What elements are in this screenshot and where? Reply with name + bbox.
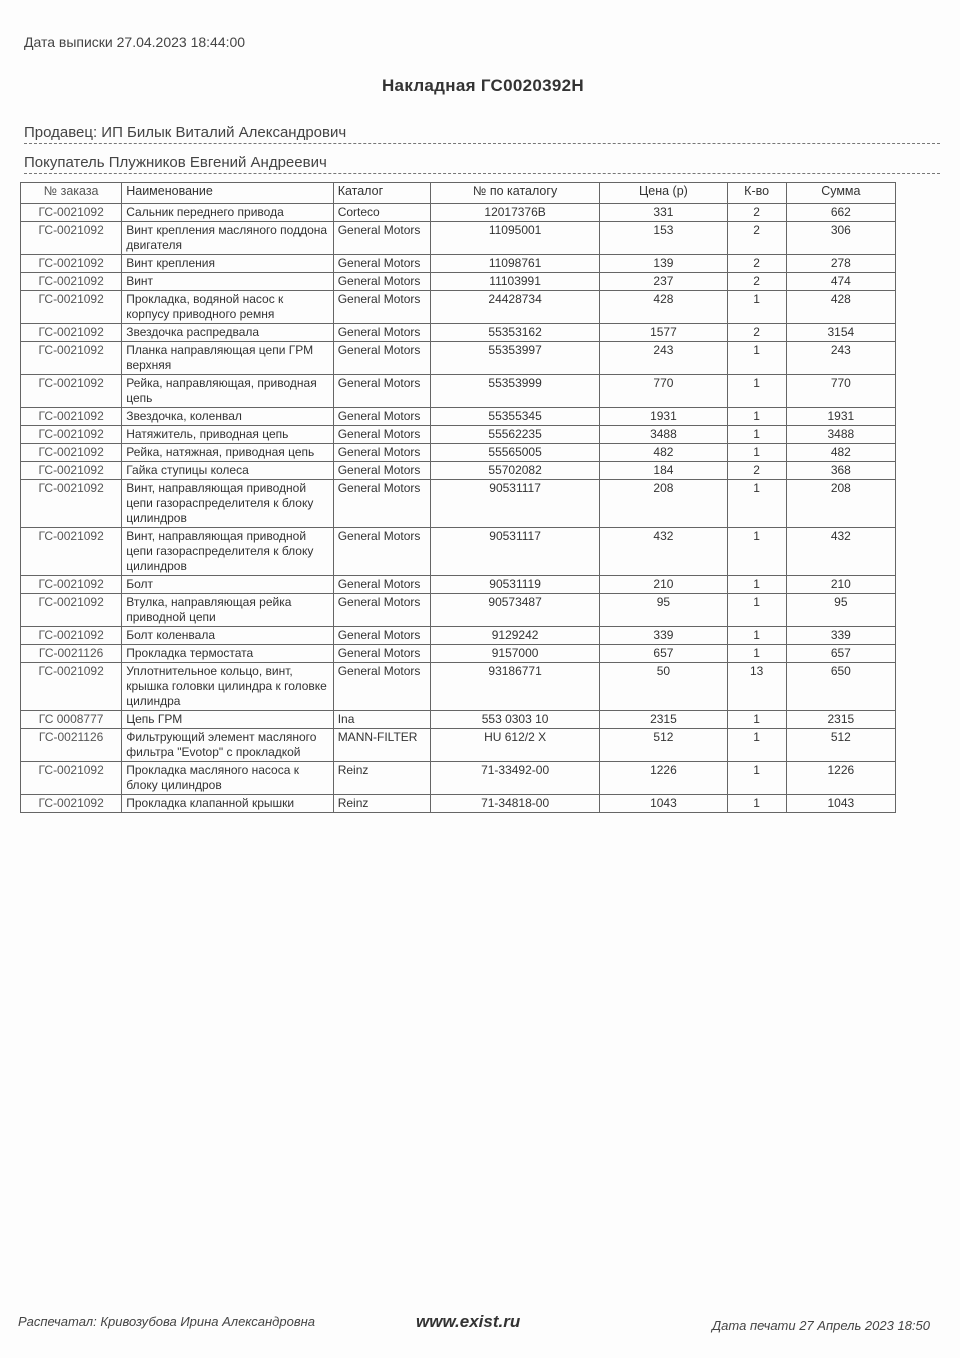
cell-sum: 662: [786, 204, 895, 222]
cell-order-number: ГС-0021126: [21, 729, 122, 762]
printed-by: Распечатал: Кривозубова Ирина Александровна: [18, 1314, 316, 1329]
cell-quantity: 1: [727, 291, 786, 324]
cell-catalog: General Motors: [333, 375, 430, 408]
cell-item-name: Гайка ступицы колеса: [122, 462, 333, 480]
cell-quantity: 2: [727, 462, 786, 480]
col-price: Цена (р): [600, 183, 727, 204]
cell-price: 657: [600, 645, 727, 663]
cell-sum: 3488: [786, 426, 895, 444]
cell-item-name: Винт, направляющая приводной цепи газораспределителя к блоку цилиндров: [122, 528, 333, 576]
cell-item-name: Рейка, натяжная, приводная цепь: [122, 444, 333, 462]
cell-sum: 208: [786, 480, 895, 528]
cell-catalog-number: 12017376B: [430, 204, 599, 222]
cell-price: 331: [600, 204, 727, 222]
cell-price: 208: [600, 480, 727, 528]
cell-order-number: ГС-0021092: [21, 426, 122, 444]
cell-order-number: ГС-0021126: [21, 645, 122, 663]
cell-quantity: 1: [727, 729, 786, 762]
cell-quantity: 1: [727, 480, 786, 528]
cell-catalog-number: 55353997: [430, 342, 599, 375]
table-row: [21, 204, 896, 222]
cell-quantity: 2: [727, 255, 786, 273]
cell-catalog: MANN-FILTER: [333, 729, 430, 762]
cell-catalog: General Motors: [333, 444, 430, 462]
cell-order-number: ГС-0021092: [21, 462, 122, 480]
cell-item-name: Винт крепления: [122, 255, 333, 273]
cell-sum: 657: [786, 645, 895, 663]
cell-catalog-number: 24428734: [430, 291, 599, 324]
table-row: [21, 528, 896, 576]
cell-sum: 1226: [786, 762, 895, 795]
table-row: [21, 645, 896, 663]
cell-catalog-number: 55355345: [430, 408, 599, 426]
cell-quantity: 1: [727, 528, 786, 576]
table-row: [21, 342, 896, 375]
cell-quantity: 1: [727, 426, 786, 444]
cell-item-name: Сальник переднего привода: [122, 204, 333, 222]
cell-sum: 2315: [786, 711, 895, 729]
cell-order-number: ГС 0008777: [21, 711, 122, 729]
cell-sum: 368: [786, 462, 895, 480]
cell-catalog: Corteco: [333, 204, 430, 222]
cell-sum: 95: [786, 594, 895, 627]
cell-price: 1931: [600, 408, 727, 426]
cell-order-number: ГС-0021092: [21, 342, 122, 375]
cell-catalog-number: 55353162: [430, 324, 599, 342]
cell-quantity: 1: [727, 627, 786, 645]
cell-catalog: General Motors: [333, 627, 430, 645]
cell-quantity: 1: [727, 342, 786, 375]
cell-quantity: 1: [727, 645, 786, 663]
table-row: [21, 627, 896, 645]
table-row: [21, 594, 896, 627]
cell-quantity: 1: [727, 408, 786, 426]
cell-order-number: ГС-0021092: [21, 663, 122, 711]
cell-item-name: Прокладка термостата: [122, 645, 333, 663]
cell-order-number: ГС-0021092: [21, 291, 122, 324]
cell-catalog-number: 9129242: [430, 627, 599, 645]
cell-catalog-number: 90531117: [430, 528, 599, 576]
cell-sum: 1043: [786, 795, 895, 813]
cell-item-name: Фильтрующий элемент масляного фильтра "Evotop" с прокладкой: [122, 729, 333, 762]
cell-price: 1226: [600, 762, 727, 795]
cell-item-name: Цепь ГРМ: [122, 711, 333, 729]
cell-quantity: 2: [727, 222, 786, 255]
cell-catalog: Reinz: [333, 795, 430, 813]
cell-catalog: General Motors: [333, 528, 430, 576]
table-row: [21, 426, 896, 444]
table-row: [21, 324, 896, 342]
buyer-line: Покупатель Плужников Евгений Андреевич: [24, 154, 940, 174]
cell-quantity: 1: [727, 576, 786, 594]
cell-catalog: General Motors: [333, 594, 430, 627]
cell-catalog: General Motors: [333, 576, 430, 594]
cell-catalog-number: 71-33492-00: [430, 762, 599, 795]
cell-quantity: 2: [727, 324, 786, 342]
cell-catalog: General Motors: [333, 645, 430, 663]
cell-catalog: Ina: [333, 711, 430, 729]
table-row: [21, 375, 896, 408]
cell-sum: 243: [786, 342, 895, 375]
cell-order-number: ГС-0021092: [21, 204, 122, 222]
cell-price: 339: [600, 627, 727, 645]
cell-catalog: General Motors: [333, 342, 430, 375]
issue-date: Дата выписки 27.04.2023 18:44:00: [24, 34, 246, 50]
cell-price: 1043: [600, 795, 727, 813]
cell-price: 139: [600, 255, 727, 273]
cell-sum: 339: [786, 627, 895, 645]
cell-price: 432: [600, 528, 727, 576]
cell-catalog: General Motors: [333, 663, 430, 711]
cell-catalog-number: 9157000: [430, 645, 599, 663]
cell-item-name: Прокладка, водяной насос к корпусу приводного ремня: [122, 291, 333, 324]
seller-line: Продавец: ИП Билык Виталий Александрович: [24, 124, 940, 144]
site-link[interactable]: www.exist.ru: [416, 1312, 521, 1331]
table-row: [21, 273, 896, 291]
table-row: [21, 711, 896, 729]
table-row: [21, 576, 896, 594]
cell-sum: 278: [786, 255, 895, 273]
cell-order-number: ГС-0021092: [21, 255, 122, 273]
col-sum: Сумма: [786, 183, 895, 204]
cell-catalog: General Motors: [333, 324, 430, 342]
cell-order-number: ГС-0021092: [21, 324, 122, 342]
cell-order-number: ГС-0021092: [21, 375, 122, 408]
col-catalog: Каталог: [333, 183, 430, 204]
cell-item-name: Втулка, направляющая рейка приводной цепи: [122, 594, 333, 627]
cell-price: 3488: [600, 426, 727, 444]
cell-quantity: 2: [727, 273, 786, 291]
cell-order-number: ГС-0021092: [21, 795, 122, 813]
table-row: [21, 663, 896, 711]
cell-catalog: General Motors: [333, 426, 430, 444]
cell-sum: 512: [786, 729, 895, 762]
table-header-row: [21, 183, 896, 204]
table-row: [21, 762, 896, 795]
cell-catalog-number: 11098761: [430, 255, 599, 273]
cell-sum: 432: [786, 528, 895, 576]
cell-order-number: ГС-0021092: [21, 480, 122, 528]
cell-order-number: ГС-0021092: [21, 528, 122, 576]
cell-catalog: General Motors: [333, 462, 430, 480]
cell-price: 237: [600, 273, 727, 291]
cell-catalog-number: 93186771: [430, 663, 599, 711]
cell-order-number: ГС-0021092: [21, 576, 122, 594]
cell-quantity: 13: [727, 663, 786, 711]
cell-catalog-number: 55565005: [430, 444, 599, 462]
cell-item-name: Винт: [122, 273, 333, 291]
cell-order-number: ГС-0021092: [21, 627, 122, 645]
cell-quantity: 1: [727, 594, 786, 627]
cell-price: 184: [600, 462, 727, 480]
cell-item-name: Болт: [122, 576, 333, 594]
cell-catalog: General Motors: [333, 408, 430, 426]
table-row: [21, 480, 896, 528]
cell-item-name: Болт коленвала: [122, 627, 333, 645]
cell-sum: 210: [786, 576, 895, 594]
cell-sum: 474: [786, 273, 895, 291]
cell-price: 428: [600, 291, 727, 324]
cell-catalog-number: 90531117: [430, 480, 599, 528]
table-row: [21, 291, 896, 324]
cell-price: 2315: [600, 711, 727, 729]
cell-item-name: Планка направляющая цепи ГРМ верхняя: [122, 342, 333, 375]
cell-item-name: Прокладка масляного насоса к блоку цилиндров: [122, 762, 333, 795]
cell-catalog-number: 90531119: [430, 576, 599, 594]
col-order-number: № заказа: [21, 183, 122, 204]
cell-quantity: 1: [727, 444, 786, 462]
cell-price: 482: [600, 444, 727, 462]
cell-quantity: 2: [727, 204, 786, 222]
table-row: [21, 729, 896, 762]
cell-sum: 3154: [786, 324, 895, 342]
cell-catalog-number: 11103991: [430, 273, 599, 291]
cell-catalog-number: HU 612/2 X: [430, 729, 599, 762]
cell-price: 243: [600, 342, 727, 375]
cell-price: 1577: [600, 324, 727, 342]
cell-catalog-number: 90573487: [430, 594, 599, 627]
cell-price: 50: [600, 663, 727, 711]
cell-sum: 770: [786, 375, 895, 408]
cell-order-number: ГС-0021092: [21, 444, 122, 462]
col-catalog-number: № по каталогу: [430, 183, 599, 204]
cell-item-name: Рейка, направляющая, приводная цепь: [122, 375, 333, 408]
document-title: Накладная ГС0020392Н: [381, 76, 584, 95]
cell-catalog-number: 55562235: [430, 426, 599, 444]
cell-sum: 650: [786, 663, 895, 711]
cell-price: 95: [600, 594, 727, 627]
cell-catalog: General Motors: [333, 480, 430, 528]
cell-sum: 482: [786, 444, 895, 462]
cell-catalog-number: 11095001: [430, 222, 599, 255]
cell-item-name: Натяжитель, приводная цепь: [122, 426, 333, 444]
cell-sum: 428: [786, 291, 895, 324]
cell-catalog: Reinz: [333, 762, 430, 795]
cell-item-name: Винт, направляющая приводной цепи газораспределителя к блоку цилиндров: [122, 480, 333, 528]
cell-order-number: ГС-0021092: [21, 273, 122, 291]
table-row: [21, 408, 896, 426]
cell-sum: 306: [786, 222, 895, 255]
cell-quantity: 1: [727, 375, 786, 408]
print-date: Дата печати 27 Апрель 2023 18:50: [712, 1318, 930, 1333]
cell-catalog: General Motors: [333, 273, 430, 291]
cell-quantity: 1: [727, 795, 786, 813]
cell-item-name: Звездочка распредвала: [122, 324, 333, 342]
cell-item-name: Прокладка клапанной крышки: [122, 795, 333, 813]
cell-item-name: Винт крепления масляного поддона двигателя: [122, 222, 333, 255]
cell-catalog-number: 553 0303 10: [430, 711, 599, 729]
cell-sum: 1931: [786, 408, 895, 426]
cell-price: 770: [600, 375, 727, 408]
table-row: [21, 444, 896, 462]
cell-order-number: ГС-0021092: [21, 594, 122, 627]
cell-price: 153: [600, 222, 727, 255]
cell-item-name: Звездочка, коленвал: [122, 408, 333, 426]
cell-catalog: General Motors: [333, 222, 430, 255]
cell-catalog-number: 55353999: [430, 375, 599, 408]
cell-catalog-number: 55702082: [430, 462, 599, 480]
cell-price: 210: [600, 576, 727, 594]
col-name: Наименование: [122, 183, 333, 204]
cell-order-number: ГС-0021092: [21, 222, 122, 255]
table-row: [21, 255, 896, 273]
cell-item-name: Уплотнительное кольцо, винт, крышка головки цилиндра к головке цилиндра: [122, 663, 333, 711]
table-row: [21, 795, 896, 813]
cell-quantity: 1: [727, 762, 786, 795]
cell-order-number: ГС-0021092: [21, 408, 122, 426]
cell-catalog: General Motors: [333, 291, 430, 324]
invoice-table: [20, 182, 896, 813]
table-row: [21, 462, 896, 480]
cell-quantity: 1: [727, 711, 786, 729]
cell-catalog-number: 71-34818-00: [430, 795, 599, 813]
cell-catalog: General Motors: [333, 255, 430, 273]
cell-order-number: ГС-0021092: [21, 762, 122, 795]
table-row: [21, 222, 896, 255]
col-quantity: К-во: [727, 183, 786, 204]
cell-price: 512: [600, 729, 727, 762]
